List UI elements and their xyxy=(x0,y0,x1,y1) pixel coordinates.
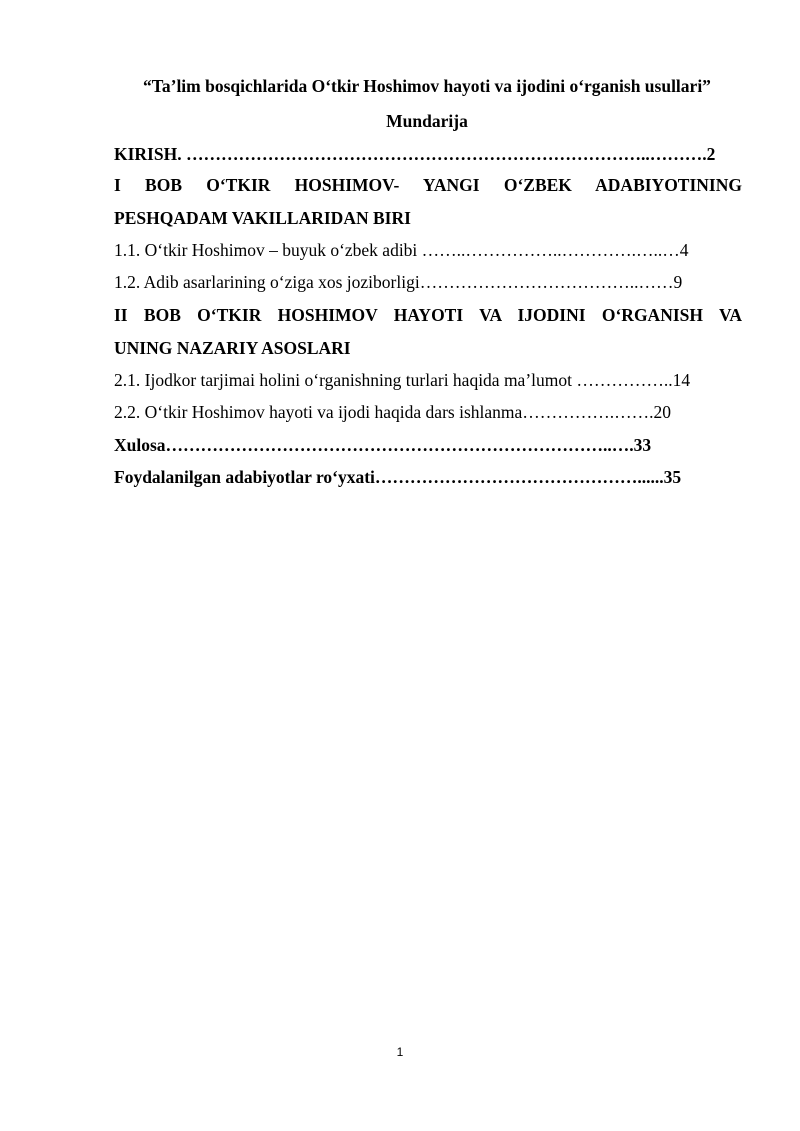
toc-entry-kirish: KIRISH. ……………………………………………………………………..……….2 xyxy=(114,144,716,164)
toc-entry-chapter-1-line-2: PESHQADAM VAKILLARIDAN BIRI xyxy=(114,208,411,228)
page-number: 1 xyxy=(396,1045,404,1059)
toc-entry-chapter-2-line-2: UNING NAZARIY ASOSLARI xyxy=(114,338,351,358)
toc-entry-chapter-1-line-1: I BOB O‘TKIR HOSHIMOV- YANGI O‘ZBEK ADABIYOTINING xyxy=(114,175,742,195)
toc-entry-2-2: 2.2. O‘tkir Hoshimov hayoti va ijodi haqida dars ishlanma…………….…….20 xyxy=(114,402,672,422)
toc-entry-chapter-2-line-1: II BOB O‘TKIR HOSHIMOV HAYOTI VA IJODINI O‘RGANISH VA xyxy=(114,305,742,325)
toc-entry-1-1: 1.1. O‘tkir Hoshimov – buyuk o‘zbek adibi ……..……………..………….…..…4 xyxy=(114,240,689,260)
toc-heading: Mundarija xyxy=(386,111,468,131)
toc-entry-references: Foydalanilgan adabiyotlar ro‘yxati………………………………………......35 xyxy=(114,467,682,487)
toc-entry-2-1: 2.1. Ijodkor tarjimai holini o‘rganishning turlari haqida ma’lumot ……………..14 xyxy=(114,370,691,390)
document-title: “Ta’lim bosqichlarida O‘tkir Hoshimov hayoti va ijodini o‘rganish usullari” xyxy=(143,76,711,96)
toc-entry-1-2: 1.2. Adib asarlarining o‘ziga xos joziborligi………………………………..……9 xyxy=(114,272,683,292)
toc-entry-xulosa: Xulosa…………………………………………………………………..….33 xyxy=(114,435,652,455)
